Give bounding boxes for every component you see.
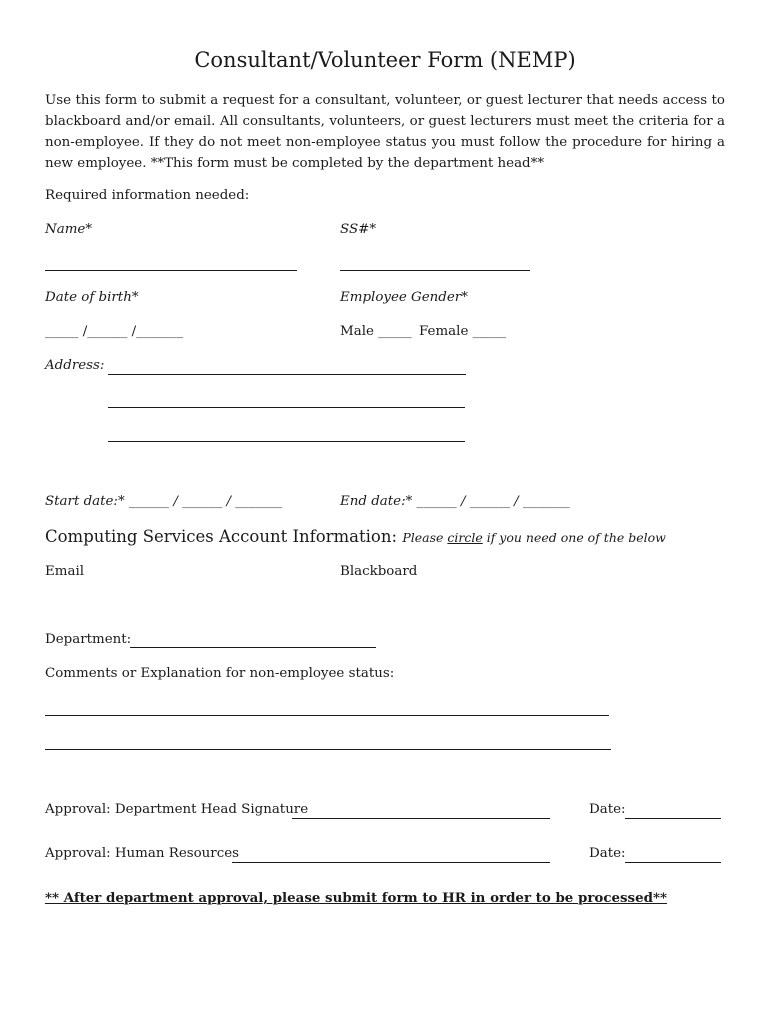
- gender-label: Employee Gender*: [340, 290, 468, 305]
- name-field[interactable]: [45, 270, 297, 271]
- hr-signature-field[interactable]: [232, 862, 550, 863]
- footer-note: ** After department approval, please submit form to HR in order to be processed**: [45, 890, 667, 906]
- ssn-label: SS#*: [340, 222, 377, 237]
- address-field-line-3[interactable]: [108, 441, 465, 442]
- ssn-field[interactable]: [340, 270, 530, 271]
- computing-services-heading: [45, 527, 666, 546]
- department-label: Department:: [45, 632, 132, 647]
- approval-hr-label: Approval: Human Resources: [45, 846, 240, 861]
- computing-heading-text: Computing Services Account Information:: [45, 527, 398, 546]
- comments-field-line-2[interactable]: [45, 749, 611, 750]
- start-date-field[interactable]: Start date:* ______ / ______ / _______: [45, 494, 283, 509]
- dept-date-label: Date:: [589, 802, 626, 817]
- form-title: Consultant/Volunteer Form (NEMP): [194, 48, 576, 72]
- required-info-label: Required information needed:: [45, 188, 250, 203]
- dob-label: Date of birth*: [45, 290, 139, 305]
- name-label: Name*: [45, 222, 93, 237]
- comments-label: Comments or Explanation for non-employee status:: [45, 666, 395, 681]
- computing-note: Please circle if you need one of the below: [402, 530, 666, 545]
- blackboard-option[interactable]: Blackboard: [340, 564, 418, 579]
- address-field-line-1[interactable]: [108, 374, 466, 375]
- hr-date-label: Date:: [589, 846, 626, 861]
- dept-date-field[interactable]: [625, 818, 721, 819]
- dept-head-signature-field[interactable]: [292, 818, 550, 819]
- address-field-line-2[interactable]: [108, 407, 465, 408]
- end-date-field[interactable]: End date:* ______ / ______ / _______: [340, 494, 570, 509]
- address-label: Address:: [45, 358, 105, 373]
- dob-field[interactable]: _____ /______ /_______: [45, 324, 184, 339]
- intro-paragraph: Use this form to submit a request for a consultant, volunteer, or guest lecturer that needs access to blackboard and/or email. All consultants, volunteers, or guest lecturers must meet the criteria for a non-employee. If they do not meet non-employee status you must follow the procedure for hiring a new employee. **This form must be completed by the department head**: [45, 93, 725, 171]
- comments-field-line-1[interactable]: [45, 715, 609, 716]
- gender-female-option[interactable]: Female _____: [419, 324, 507, 339]
- department-field[interactable]: [130, 647, 376, 648]
- email-option[interactable]: Email: [45, 564, 85, 579]
- gender-male-option[interactable]: Male _____: [340, 324, 412, 339]
- approval-dept-head-label: Approval: Department Head Signature: [45, 802, 309, 817]
- hr-date-field[interactable]: [625, 862, 721, 863]
